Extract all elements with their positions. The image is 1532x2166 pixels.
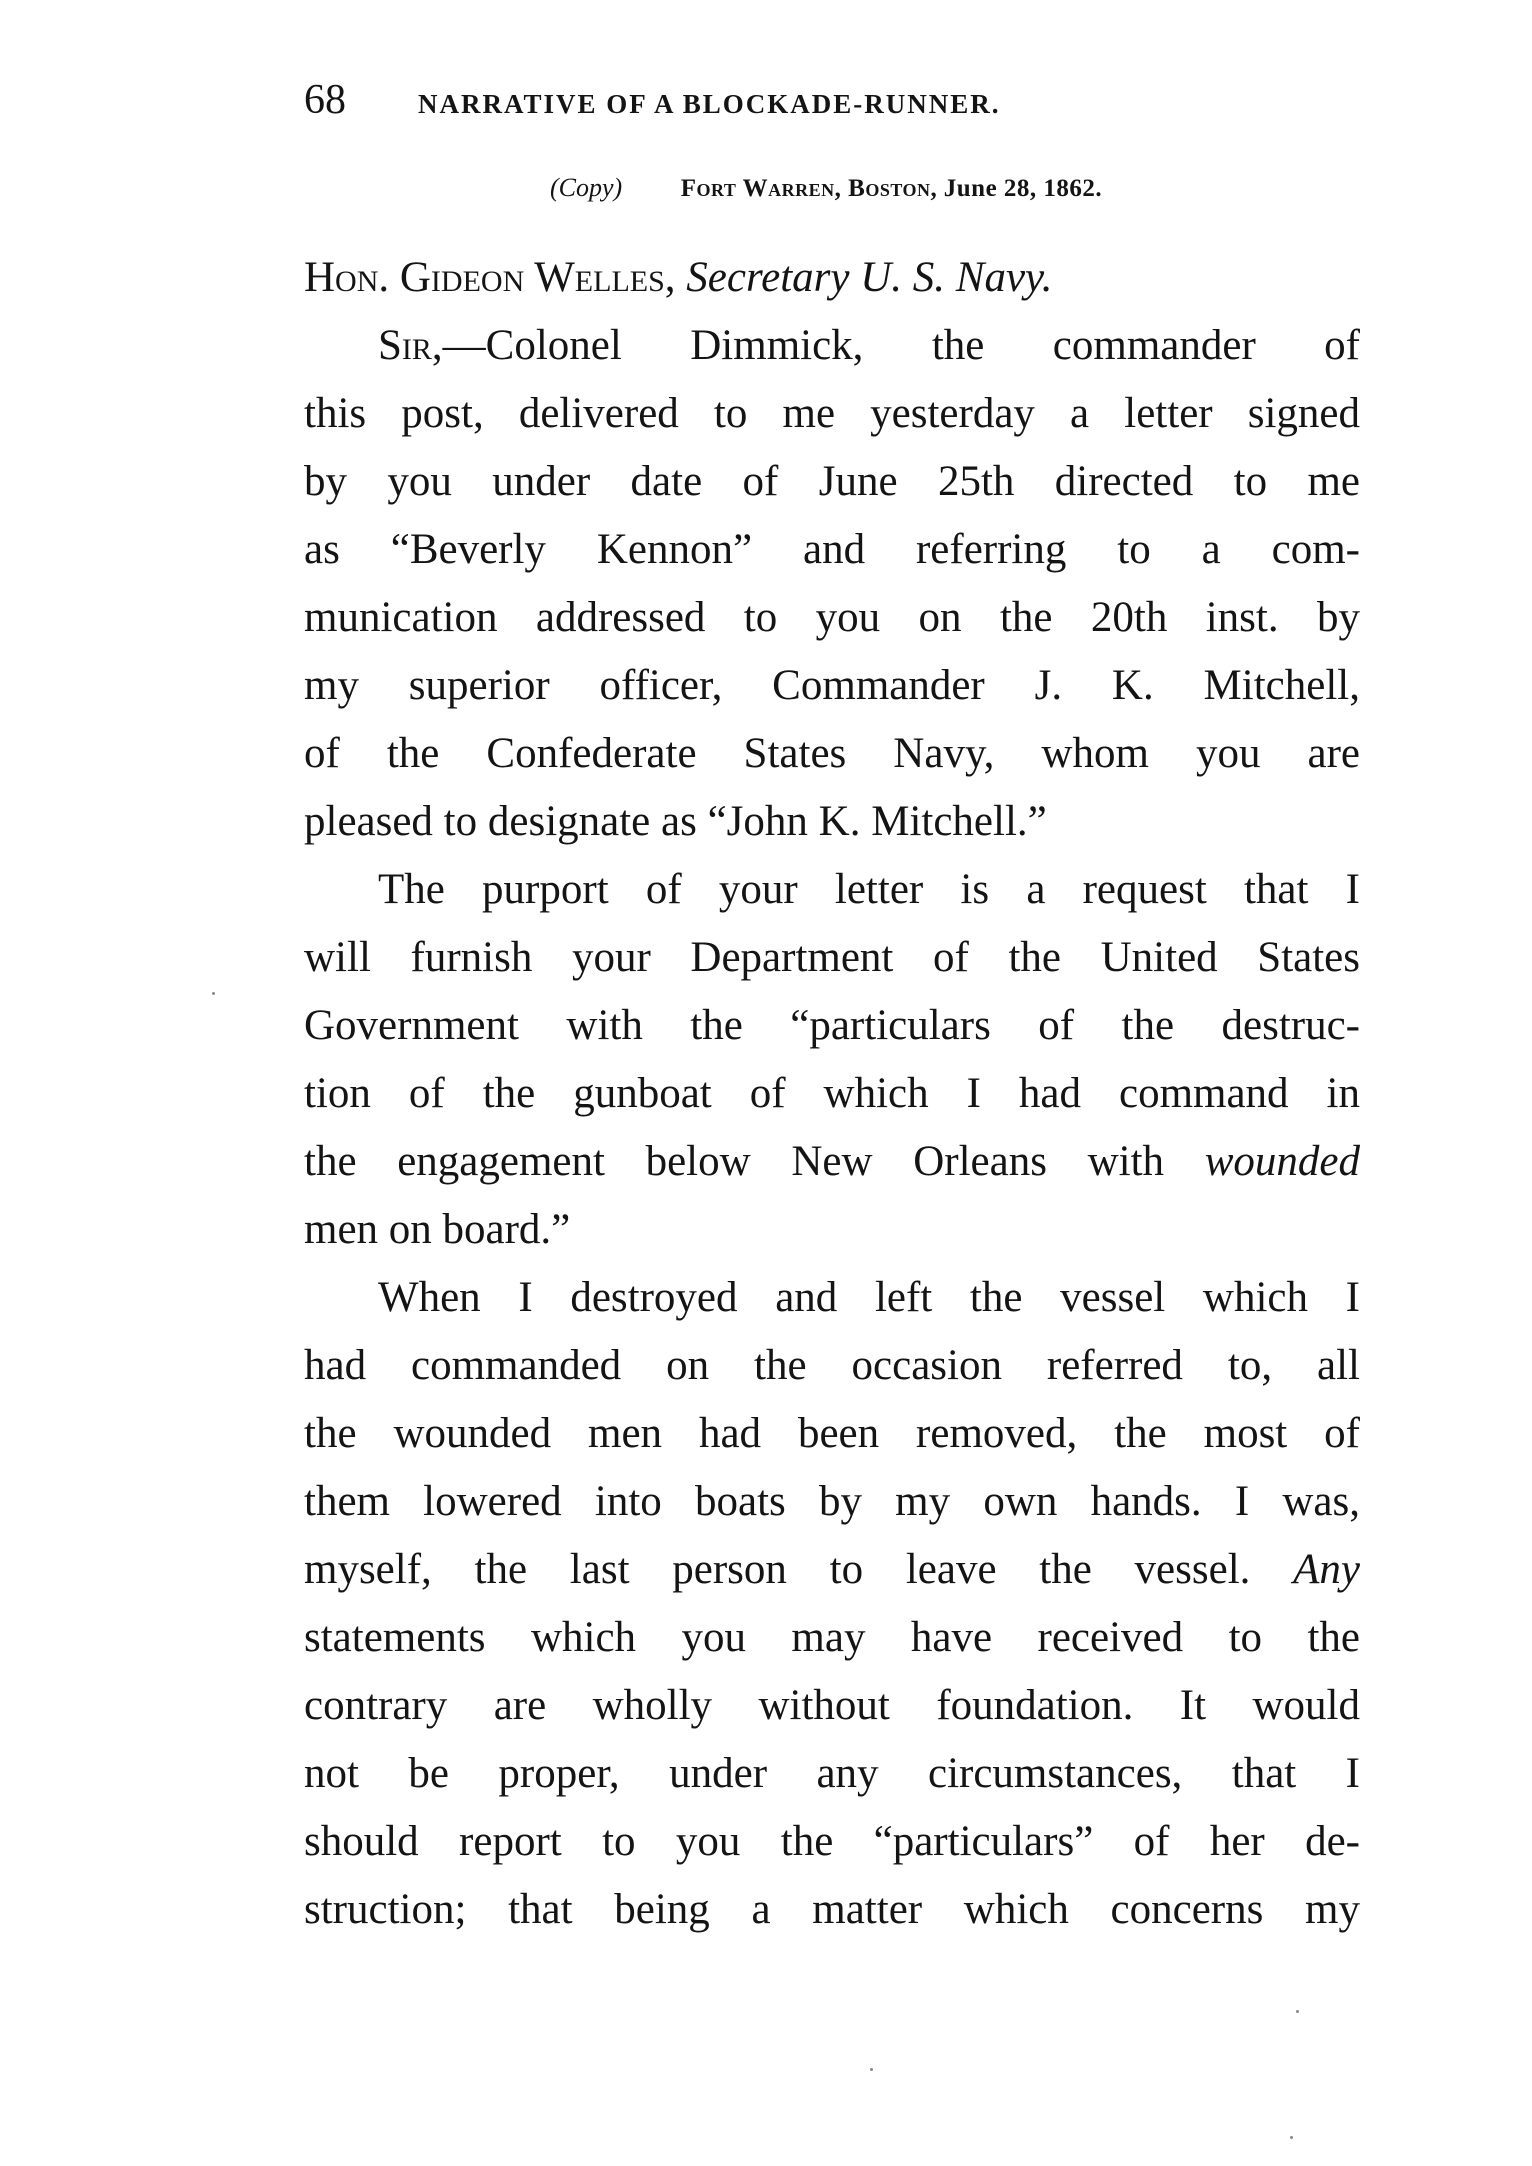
letter-dateline bbox=[550, 168, 1350, 209]
running-head bbox=[304, 70, 1304, 130]
text-line: men on board.” bbox=[304, 1206, 571, 1253]
text-line: as “Beverly Kennon” and referring to a com- bbox=[304, 526, 1360, 573]
text-line: the engagement below New Orleans with wounded bbox=[304, 1138, 1361, 1185]
text-line: Government with the “particulars of the destruc- bbox=[304, 1002, 1360, 1049]
text-line: should report to you the “particulars” of her de- bbox=[304, 1818, 1360, 1865]
text-line: my superior officer, Commander J. K. Mitchell, bbox=[304, 662, 1360, 709]
paper-speck bbox=[212, 992, 215, 995]
text-line: munication addressed to you on the 20th inst. by bbox=[304, 594, 1360, 641]
text-line: When I destroyed and left the vessel which I bbox=[378, 1274, 1360, 1321]
text-line: of the Confederate States Navy, whom you are bbox=[304, 730, 1360, 777]
text-line: contrary are wholly without foundation. It would bbox=[304, 1682, 1360, 1729]
salutation-sir: Sir, bbox=[378, 322, 443, 369]
text-line: them lowered into boats by my own hands. I was, bbox=[304, 1478, 1360, 1525]
paper-speck bbox=[1290, 2136, 1293, 2139]
text-line: myself, the last person to leave the vessel. Any bbox=[304, 1546, 1361, 1593]
page-number: 68 bbox=[304, 77, 346, 123]
text-line: tion of the gunboat of which I had command in bbox=[304, 1070, 1360, 1117]
running-title: NARRATIVE OF A BLOCKADE-RUNNER. bbox=[418, 89, 1001, 119]
text-line: not be proper, under any circumstances, that I bbox=[304, 1750, 1360, 1797]
text-line: The purport of your letter is a request that I bbox=[378, 866, 1360, 913]
paper-speck bbox=[1296, 2010, 1299, 2013]
text-line: had commanded on the occasion referred to, all bbox=[304, 1342, 1360, 1389]
text-line: statements which you may have received to the bbox=[304, 1614, 1360, 1661]
text-line: this post, delivered to me yesterday a letter signed bbox=[304, 390, 1360, 437]
letter-addressee bbox=[304, 244, 1404, 312]
text-line: Sir,—Colonel Dimmick, the commander of bbox=[378, 322, 1360, 369]
emphasis-wounded: wounded bbox=[1204, 1138, 1361, 1185]
addressee-title: Secretary U. S. Navy. bbox=[686, 254, 1053, 301]
copy-mark: (Copy) bbox=[550, 173, 623, 202]
dateline-place: Fort Warren, Boston, bbox=[680, 175, 938, 202]
addressee-name: Hon. Gideon Welles, bbox=[304, 254, 676, 301]
text-line: pleased to designate as “John K. Mitchell.” bbox=[304, 798, 1047, 845]
text-line: struction; that being a matter which concerns my bbox=[304, 1886, 1360, 1933]
text-line: the wounded men had been removed, the most of bbox=[304, 1410, 1360, 1457]
paper-speck bbox=[870, 2068, 873, 2071]
dateline-date: June 28, 1862. bbox=[943, 175, 1103, 202]
text-line: will furnish your Department of the United States bbox=[304, 934, 1360, 981]
text-line: by you under date of June 25th directed to me bbox=[304, 458, 1360, 505]
emphasis-any: Any bbox=[1293, 1546, 1361, 1593]
